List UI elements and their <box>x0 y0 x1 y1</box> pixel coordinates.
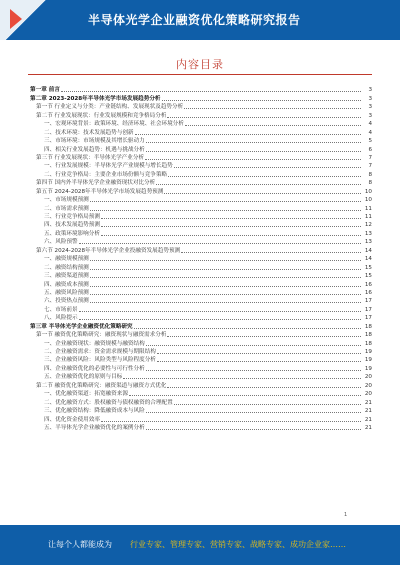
toc-entry-page: 19 <box>364 349 372 355</box>
toc-entry-page: 11 <box>364 205 372 212</box>
toc-entry[interactable] <box>30 331 372 339</box>
toc-leader-dots <box>134 327 361 329</box>
page-number: 1 <box>344 512 348 518</box>
toc-entry-page: 7 <box>368 154 372 161</box>
toc-leader-dots <box>185 124 361 126</box>
toc-leader-dots <box>61 90 361 92</box>
toc-entry-title: 一、融资规模预测 <box>44 256 89 263</box>
toc-entry-page: 8 <box>368 180 372 187</box>
toc-leader-dots <box>146 369 361 371</box>
toc-entry-page: 16 <box>364 281 372 288</box>
toc-entry[interactable] <box>30 187 372 195</box>
toc-leader-dots <box>167 116 361 118</box>
toc-entry-title: 四、技术发展趋势预测 <box>44 222 100 229</box>
toc-entry-title: 第一节 行业定义与分类：产业链结构、发展现状及趋势分析 <box>36 104 184 111</box>
toc-entry-title: 一、市场规模预测 <box>44 197 89 204</box>
toc-entry[interactable] <box>30 213 372 221</box>
toc-leader-dots <box>156 183 361 185</box>
toc-entry[interactable] <box>30 305 372 313</box>
toc-entry-page: 3 <box>368 87 372 94</box>
toc-leader-dots <box>90 301 361 303</box>
page-header <box>0 0 400 40</box>
toc-leader-dots <box>146 428 361 430</box>
toc-entry-page: 16 <box>364 289 372 296</box>
toc-entry-title: 一、优化融资渠道：拓宽融资来源 <box>44 391 128 398</box>
toc-leader-dots <box>181 251 361 253</box>
toc-entry-page: 8 <box>368 171 372 178</box>
toc-leader-dots <box>174 403 361 405</box>
toc-entry[interactable] <box>30 398 372 406</box>
toc-entry-title: 五、企业融资优化的原则与目标 <box>44 374 123 381</box>
toc-entry-page: 13 <box>364 230 372 237</box>
toc-leader-dots <box>79 242 361 244</box>
toc-entry-page: 10 <box>364 188 372 195</box>
toc-entry-title: 第六节 2024-2028年半导体光学企业投融资发展趋势预测 <box>36 247 181 254</box>
toc-entry[interactable] <box>30 179 372 187</box>
toc-entry[interactable] <box>30 297 372 305</box>
toc-leader-dots <box>146 344 361 346</box>
toc-entry-page: 21 <box>364 416 372 423</box>
toc-entry[interactable] <box>30 238 372 246</box>
toc-entry-title: 七、市场前景 <box>44 306 78 313</box>
toc-entry-page: 20 <box>364 391 372 398</box>
toc-leader-dots <box>101 420 361 422</box>
toc-entry-page: 20 <box>364 382 372 389</box>
toc-entry[interactable] <box>30 339 372 347</box>
toc-leader-dots <box>90 285 361 287</box>
toc-entry-page: 18 <box>364 332 372 339</box>
toc-entry[interactable] <box>30 145 372 153</box>
toc-entry-title: 第三节 行业发展现状：半导体光学产业分析 <box>36 154 145 161</box>
toc-entry-title: 四、企业融资优化的必要性与可行性分析 <box>44 365 145 372</box>
toc-entry[interactable] <box>30 314 372 322</box>
toc-leader-dots <box>146 141 361 143</box>
toc-entry-page: 14 <box>364 247 372 254</box>
toc-entry-title: 六、风险预警 <box>44 239 78 246</box>
toc-entry-page: 11 <box>364 214 372 220</box>
toc-entry-title: 四、优化资金使用效率 <box>44 416 100 423</box>
toc-entry[interactable] <box>30 103 372 111</box>
toc-entry[interactable] <box>30 162 372 170</box>
toc-entry-page: 21 <box>364 399 372 406</box>
toc-entry[interactable] <box>30 137 372 145</box>
toc-leader-dots <box>79 310 361 312</box>
toc-entry[interactable] <box>30 120 372 128</box>
toc-heading: 内容目录 <box>176 58 224 71</box>
toc-entry-page: 17 <box>364 315 372 322</box>
toc-entry-page: 4 <box>368 121 372 128</box>
logo-icon <box>8 7 24 31</box>
toc-entry-title: 二、融资结构预测 <box>44 264 89 271</box>
toc-entry-page: 4 <box>368 129 372 136</box>
toc-entry-title: 四、融资成本预测 <box>44 281 89 288</box>
toc-entry-page: 17 <box>364 298 372 305</box>
toc-leader-dots <box>90 276 361 278</box>
toc-entry-page: 15 <box>364 273 372 280</box>
toc-entry[interactable] <box>30 348 372 356</box>
toc-entry-title: 第二节 行业发展现状：行业发展规模和竞争格局分析 <box>36 112 167 119</box>
toc-entry-title: 五、政策环境影响分析 <box>44 230 100 237</box>
toc-entry-title: 一、行业发展规模：半导体光学产业规模与增长趋势 <box>44 163 173 170</box>
toc-entry-page: 5 <box>368 138 372 145</box>
toc-entry[interactable] <box>30 424 372 432</box>
toc-divider <box>28 74 372 75</box>
toc-entry-title: 第一章 前言 <box>30 87 60 94</box>
toc-entry[interactable] <box>30 381 372 389</box>
toc-entry-page: 21 <box>364 408 372 415</box>
toc-entry-title: 一、宏观环境背景：政策环境、经济环境、社会环境分析 <box>44 121 184 128</box>
toc-leader-dots <box>157 360 361 362</box>
toc-entry[interactable] <box>30 221 372 229</box>
toc-entry[interactable] <box>30 407 372 415</box>
toc-entry-title: 第二节 融资优化策略研究：融资渠道与融资方式优化 <box>36 382 167 389</box>
toc-entry[interactable] <box>30 111 372 119</box>
toc-leader-dots <box>168 175 361 177</box>
toc-entry-page: 19 <box>364 357 372 364</box>
toc-entry-title: 第二章 2023-2028年半导体光学市场发展趋势分析 <box>30 95 161 102</box>
toc-entry[interactable] <box>30 154 372 162</box>
toc-leader-dots <box>174 166 361 168</box>
toc-entry-page: 7 <box>368 163 372 170</box>
toc-entry-page: 3 <box>368 104 372 111</box>
toc-entry[interactable] <box>30 356 372 364</box>
toc-leader-dots <box>167 386 361 388</box>
toc-entry-title: 六、投资热点预测 <box>44 298 89 305</box>
toc-entry-title: 一、企业融资现状：融资规模与融资结构 <box>44 340 145 347</box>
toc-entry[interactable] <box>30 373 372 381</box>
toc-entry-title: 二、优化融资方式：股权融资与债权融资的合理配置 <box>44 399 173 406</box>
toc-leader-dots <box>90 293 361 295</box>
toc-entry[interactable] <box>30 415 372 423</box>
toc-entry[interactable] <box>30 364 372 372</box>
toc-entry[interactable] <box>30 272 372 280</box>
toc-entry-title: 三、融资渠道预测 <box>44 273 89 280</box>
toc-entry[interactable] <box>30 170 372 178</box>
toc-entry-page: 12 <box>364 222 372 229</box>
toc-entry[interactable] <box>30 204 372 212</box>
toc-entry[interactable] <box>30 322 372 330</box>
toc-leader-dots <box>101 234 361 236</box>
toc-entry[interactable] <box>30 94 372 102</box>
toc-leader-dots <box>146 150 361 152</box>
toc-entry[interactable] <box>30 246 372 254</box>
toc-entry[interactable] <box>30 263 372 271</box>
toc-entry-page: 19 <box>364 365 372 372</box>
toc-leader-dots <box>79 318 361 320</box>
toc-entry-page: 3 <box>368 112 372 119</box>
toc-leader-dots <box>90 259 361 261</box>
toc-entry[interactable] <box>30 128 372 136</box>
toc-entry[interactable] <box>30 255 372 263</box>
toc-leader-dots <box>123 377 361 379</box>
toc-entry-title: 二、技术环境：技术发展趋势与创新 <box>44 129 134 136</box>
toc-leader-dots <box>90 209 361 211</box>
toc-entry-page: 18 <box>364 323 372 330</box>
footer-slogan: 让每个人都能成为 <box>48 540 112 549</box>
toc-entry-title: 二、行业竞争格局：主要企业市场份额与竞争策略 <box>44 171 168 178</box>
toc-entry[interactable] <box>30 86 372 94</box>
toc-leader-dots <box>167 335 361 337</box>
toc-entry-page: 17 <box>364 306 372 313</box>
toc-entry[interactable] <box>30 196 372 204</box>
toc-leader-dots <box>90 268 361 270</box>
toc-leader-dots <box>164 192 361 194</box>
toc-entry-title: 五、融资风险预测 <box>44 289 89 296</box>
toc-entry[interactable] <box>30 229 372 237</box>
report-title: 半导体光学企业融资优化策略研究报告 <box>88 13 301 27</box>
toc-entry-page: 14 <box>364 256 372 263</box>
toc-entry-page: 13 <box>364 239 372 246</box>
toc-entry-title: 三、企业融资风险：风险类型与风险程度分析 <box>44 357 156 364</box>
toc-entry-page: 3 <box>368 95 372 102</box>
toc-entry-title: 第四节 国内外半导体光学企业融资现状对比分析 <box>36 180 156 187</box>
toc-entry-title: 八、风险提示 <box>44 315 78 322</box>
toc-entry-title: 五、半导体光学企业融资优化的案例分析 <box>44 424 145 431</box>
toc-entry-title: 二、企业融资需求：资金需求规模与期限结构 <box>44 349 156 355</box>
toc-leader-dots <box>90 200 361 202</box>
toc-leader-dots <box>129 394 361 396</box>
toc-leader-dots <box>184 107 361 109</box>
toc-entry-page: 18 <box>364 340 372 347</box>
toc-entry-title: 第一节 融资优化策略研究：融资现状与融资需求分析 <box>36 332 167 339</box>
toc-entry-page: 10 <box>364 197 372 204</box>
toc-entry-page: 21 <box>364 424 372 431</box>
toc-entry[interactable] <box>30 289 372 297</box>
toc-entry-title: 二、市场需求预测 <box>44 205 89 212</box>
footer-roles: 行业专家、管理专家、营销专家、战略专家、成功企业家…… <box>130 540 346 549</box>
toc-leader-dots <box>146 411 361 413</box>
toc-leader-dots <box>135 133 361 135</box>
toc-leader-dots <box>162 99 361 101</box>
toc-entry[interactable] <box>30 390 372 398</box>
toc-entry-title: 四、相关行业发展趋势：机遇与挑战分析 <box>44 146 145 153</box>
table-of-contents <box>30 86 372 432</box>
toc-entry-title: 第三章 半导体光学企业融资优化策略研究 <box>30 323 133 330</box>
toc-entry-page: 6 <box>368 146 372 153</box>
toc-leader-dots <box>101 225 361 227</box>
toc-entry[interactable] <box>30 280 372 288</box>
toc-entry-page: 15 <box>364 264 372 271</box>
toc-leader-dots <box>101 217 361 219</box>
toc-entry-title: 第五节 2024-2028年半导体光学市场发展趋势预测 <box>36 188 164 195</box>
toc-entry-title: 三、市场环境：市场规模及其增长驱动力 <box>44 138 145 145</box>
toc-entry-title: 三、优化融资结构：降低融资成本与风险 <box>44 408 145 415</box>
page-footer <box>0 525 400 565</box>
toc-entry-title: 三、行业竞争格局预测 <box>44 214 100 220</box>
toc-leader-dots <box>145 158 361 160</box>
toc-entry-page: 20 <box>364 374 372 381</box>
toc-leader-dots <box>157 352 361 354</box>
